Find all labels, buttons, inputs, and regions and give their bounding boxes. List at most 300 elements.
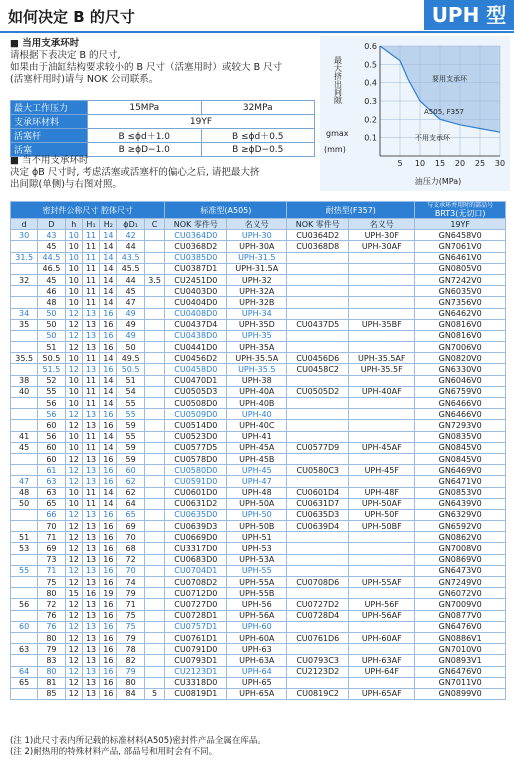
- table-cell: CU0793C3: [287, 655, 349, 666]
- table-cell: [287, 342, 349, 353]
- table-cell: [287, 565, 349, 576]
- table-cell: [11, 364, 38, 375]
- table-cell: 70: [38, 521, 65, 532]
- table-cell: [287, 398, 349, 409]
- table-cell: GN0853V0: [415, 487, 506, 498]
- table-row: [11, 521, 506, 532]
- table-cell: CU0509D0: [165, 409, 227, 420]
- table-cell: 49: [117, 330, 144, 341]
- table-cell: CU0438D0: [165, 330, 227, 341]
- table-cell: 66: [38, 509, 65, 520]
- table-cell: 12: [65, 666, 82, 677]
- table-cell: [144, 342, 165, 353]
- table-cell: CU0364D2: [287, 230, 349, 241]
- table-cell: [287, 644, 349, 655]
- table-cell: 72: [117, 554, 144, 565]
- table-cell: GN6462V0: [415, 308, 506, 319]
- table-row: [11, 644, 506, 655]
- section-text-line: (活塞杆用时)请与 NOK 公司联系。: [10, 74, 159, 85]
- table-cell: 41: [11, 431, 38, 442]
- table-cell: GN0820V0: [415, 353, 506, 364]
- table-cell: 54: [117, 386, 144, 397]
- table-cell: 49.5: [117, 353, 144, 364]
- table-cell: UPH-50BF: [349, 521, 415, 532]
- table-cell: UPH-35.5F: [349, 364, 415, 375]
- table-cell: UPH-65: [227, 677, 287, 688]
- table-row: [11, 342, 506, 353]
- table-cell: 14: [100, 263, 117, 274]
- table-cell: 12: [65, 409, 82, 420]
- table-cell: 80: [38, 632, 65, 643]
- table-cell: 85: [38, 688, 65, 699]
- table-cell: CU0728D1: [165, 610, 227, 621]
- table-row: [11, 386, 506, 397]
- table-cell: UPH-45AF: [349, 442, 415, 453]
- table-cell: 83: [38, 655, 65, 666]
- x-tick-label: 20: [454, 159, 466, 168]
- spec-label: 支承环材料: [11, 115, 88, 129]
- table-cell: 12: [65, 521, 82, 532]
- table-cell: [144, 297, 165, 308]
- table-cell: CU0669D0: [165, 532, 227, 543]
- table-row: [11, 375, 506, 386]
- table-cell: [144, 532, 165, 543]
- table-cell: 13: [82, 644, 99, 655]
- table-cell: [11, 655, 38, 666]
- table-cell: [287, 554, 349, 565]
- table-cell: UPH-30A: [227, 241, 287, 252]
- y-axis-label: 最大挤出间隙: [333, 56, 343, 104]
- table-cell: 60: [38, 453, 65, 464]
- table-cell: 14: [100, 353, 117, 364]
- table-cell: 80: [117, 677, 144, 688]
- table-cell: [287, 677, 349, 688]
- table-cell: 71: [38, 565, 65, 576]
- y-tick-label: 0.3: [364, 97, 377, 106]
- table-cell: 10: [65, 398, 82, 409]
- table-cell: CU0368D2: [165, 241, 227, 252]
- table-cell: UPH-35.5AF: [349, 353, 415, 364]
- table-cell: GN0893V1: [415, 655, 506, 666]
- table-cell: 56: [38, 398, 65, 409]
- table-cell: 12: [65, 509, 82, 520]
- y-tick-label: 0.6: [364, 42, 377, 51]
- table-cell: 55: [38, 386, 65, 397]
- table-cell: [11, 632, 38, 643]
- table-cell: GN0899V0: [415, 688, 506, 699]
- table-cell: 16: [100, 465, 117, 476]
- table-cell: [144, 286, 165, 297]
- table-cell: GN0869V0: [415, 554, 506, 565]
- table-cell: [11, 509, 38, 520]
- table-cell: 59: [117, 442, 144, 453]
- spec-row: [11, 129, 315, 143]
- table-cell: 42: [117, 230, 144, 241]
- table-cell: 12: [65, 554, 82, 565]
- table-cell: GN6469V0: [415, 465, 506, 476]
- table-cell: UPH-65A: [227, 688, 287, 699]
- column-header: ϕD₁: [117, 219, 144, 230]
- section-without-ring: [10, 155, 315, 191]
- x-tick-label: 5: [397, 159, 403, 168]
- annotation-label: A505, F357: [424, 108, 464, 116]
- table-cell: 63: [38, 476, 65, 487]
- table-cell: UPH-56: [227, 599, 287, 610]
- table-cell: UPH-60: [227, 621, 287, 632]
- table-cell: 61: [38, 465, 65, 476]
- table-cell: 65: [38, 498, 65, 509]
- table-cell: GN7356V0: [415, 297, 506, 308]
- table-cell: 13: [82, 465, 99, 476]
- table-cell: UPH-56AF: [349, 610, 415, 621]
- table-cell: [144, 308, 165, 319]
- table-cell: [144, 442, 165, 453]
- table-cell: 56: [38, 431, 65, 442]
- table-cell: UPH-31.5: [227, 252, 287, 263]
- table-cell: 55: [117, 431, 144, 442]
- table-cell: 13: [82, 330, 99, 341]
- table-cell: 30: [11, 230, 38, 241]
- table-cell: 16: [100, 632, 117, 643]
- section-text-line: 出间隙(单侧)与右图对照。: [10, 179, 122, 190]
- table-cell: CU0505D3: [165, 386, 227, 397]
- table-cell: 69: [117, 521, 144, 532]
- table-cell: 65: [11, 677, 38, 688]
- table-cell: 13: [82, 688, 99, 699]
- table-row: [11, 263, 506, 274]
- table-cell: CU2451D0: [165, 274, 227, 285]
- spec-row: [11, 115, 315, 129]
- table-cell: 14: [100, 252, 117, 263]
- table-cell: [144, 465, 165, 476]
- table-cell: [349, 342, 415, 353]
- table-cell: GN7249V0: [415, 577, 506, 588]
- table-cell: UPH-45B: [227, 453, 287, 464]
- table-cell: 35: [11, 319, 38, 330]
- table-row: [11, 409, 506, 420]
- table-cell: 16: [100, 677, 117, 688]
- table-cell: 16: [100, 599, 117, 610]
- table-cell: UPH-40: [227, 409, 287, 420]
- table-cell: 11: [82, 263, 99, 274]
- table-cell: 62: [117, 476, 144, 487]
- table-cell: 78: [117, 644, 144, 655]
- table-cell: UPH-64: [227, 666, 287, 677]
- table-cell: 43: [38, 230, 65, 241]
- table-cell: CU0635D0: [165, 509, 227, 520]
- table-cell: 12: [65, 532, 82, 543]
- table-cell: UPH-53A: [227, 554, 287, 565]
- notes: [10, 736, 266, 758]
- table-cell: 13: [82, 565, 99, 576]
- table-cell: CU0470D1: [165, 375, 227, 386]
- table-cell: CU2123D2: [287, 666, 349, 677]
- table-cell: 16: [100, 521, 117, 532]
- table-cell: [144, 565, 165, 576]
- table-cell: [144, 420, 165, 431]
- table-cell: 13: [82, 420, 99, 431]
- table-cell: 16: [100, 565, 117, 576]
- table-cell: [144, 263, 165, 274]
- table-cell: 14: [100, 297, 117, 308]
- table-cell: 10: [65, 274, 82, 285]
- table-cell: GN0835V0: [415, 431, 506, 442]
- column-header: H₂: [100, 219, 117, 230]
- table-cell: 52: [38, 375, 65, 386]
- x-tick-label: 10: [414, 159, 426, 168]
- table-cell: [349, 297, 415, 308]
- table-cell: 14: [100, 386, 117, 397]
- spec-table: [10, 100, 315, 157]
- table-row: [11, 498, 506, 509]
- table-cell: [349, 274, 415, 285]
- table-cell: 49: [117, 308, 144, 319]
- table-cell: [144, 453, 165, 464]
- table-cell: 11: [82, 252, 99, 263]
- table-cell: [144, 431, 165, 442]
- column-header: H₁: [82, 219, 99, 230]
- table-cell: [144, 498, 165, 509]
- table-cell: 55: [117, 398, 144, 409]
- table-cell: [287, 286, 349, 297]
- table-cell: 53: [11, 543, 38, 554]
- table-cell: UPH-35: [227, 330, 287, 341]
- table-cell: 68: [117, 543, 144, 554]
- table-cell: 81: [38, 677, 65, 688]
- table-cell: UPH-50AF: [349, 498, 415, 509]
- spec-value: B ≥ϕD−0.5: [201, 143, 315, 157]
- table-cell: 16: [100, 330, 117, 341]
- table-cell: 59: [117, 420, 144, 431]
- table-cell: [11, 330, 38, 341]
- table-cell: 16: [100, 420, 117, 431]
- section-heading: ■ 当用支承环时: [10, 38, 80, 49]
- table-cell: [349, 375, 415, 386]
- y-axis-symbol: gmax: [326, 129, 349, 138]
- x-tick-label: 15: [434, 159, 446, 168]
- table-cell: UPH-40A: [227, 386, 287, 397]
- table-cell: CU0437D4: [165, 319, 227, 330]
- table-cell: 84: [117, 688, 144, 699]
- table-cell: 10: [65, 230, 82, 241]
- table-cell: [144, 319, 165, 330]
- table-cell: 12: [65, 688, 82, 699]
- column-header: NOK 零件号: [165, 219, 227, 230]
- table-cell: CU0408D0: [165, 308, 227, 319]
- table-cell: 75: [38, 577, 65, 588]
- table-cell: 49: [117, 319, 144, 330]
- table-cell: [349, 588, 415, 599]
- table-cell: CU0728D4: [287, 610, 349, 621]
- table-cell: UPH-48: [227, 487, 287, 498]
- table-cell: CU0601D4: [287, 487, 349, 498]
- spec-label: 活塞: [11, 143, 88, 157]
- table-cell: UPH-34: [227, 308, 287, 319]
- table-row: [11, 241, 506, 252]
- table-cell: 16: [100, 610, 117, 621]
- table-row: [11, 230, 506, 241]
- table-cell: 45: [11, 442, 38, 453]
- table-row: [11, 353, 506, 364]
- table-cell: CU0458D0: [165, 364, 227, 375]
- table-cell: 14: [100, 498, 117, 509]
- table-cell: GN7293V0: [415, 420, 506, 431]
- table-cell: 63: [38, 487, 65, 498]
- table-cell: 71: [38, 532, 65, 543]
- table-cell: 50: [38, 319, 65, 330]
- table-cell: 11: [82, 230, 99, 241]
- table-row: [11, 588, 506, 599]
- table-cell: 75: [117, 610, 144, 621]
- table-cell: UPH-30F: [349, 230, 415, 241]
- table-cell: CU0635D3: [287, 509, 349, 520]
- table-cell: 14: [100, 375, 117, 386]
- table-cell: 14: [100, 487, 117, 498]
- table-row: [11, 453, 506, 464]
- table-cell: 47: [11, 476, 38, 487]
- table-cell: 13: [82, 655, 99, 666]
- y-tick-label: 0.4: [364, 78, 377, 88]
- table-cell: 13: [82, 532, 99, 543]
- group-header: 耐热型(F357): [287, 202, 415, 219]
- table-cell: 79: [38, 644, 65, 655]
- table-row: [11, 286, 506, 297]
- table-cell: 79: [117, 632, 144, 643]
- table-cell: [287, 431, 349, 442]
- brt-label: BRT3(无切口): [434, 209, 486, 218]
- table-cell: UPH-35A: [227, 342, 287, 353]
- table-cell: CU0387D1: [165, 263, 227, 274]
- table-cell: GN0877V0: [415, 610, 506, 621]
- table-cell: GN6476V0: [415, 621, 506, 632]
- table-cell: [144, 241, 165, 252]
- table-row: [11, 688, 506, 699]
- table-row: [11, 274, 506, 285]
- table-cell: 60: [38, 442, 65, 453]
- table-cell: 16: [100, 409, 117, 420]
- table-cell: CU0458C2: [287, 364, 349, 375]
- table-cell: 12: [65, 465, 82, 476]
- table-cell: 11: [82, 375, 99, 386]
- table-cell: [144, 577, 165, 588]
- table-cell: UPH-55B: [227, 588, 287, 599]
- table-cell: CU0577D5: [165, 442, 227, 453]
- table-cell: [349, 308, 415, 319]
- group-header: 密封件公称尺寸 腔体尺寸: [11, 202, 165, 219]
- table-cell: 16: [100, 655, 117, 666]
- table-cell: UPH-35BF: [349, 319, 415, 330]
- table-cell: UPH-48F: [349, 487, 415, 498]
- table-cell: 11: [82, 431, 99, 442]
- table-cell: CU0757D1: [165, 621, 227, 632]
- table-cell: CU0791D0: [165, 644, 227, 655]
- table-cell: 50: [38, 308, 65, 319]
- table-cell: UPH-47: [227, 476, 287, 487]
- table-cell: [287, 375, 349, 386]
- table-row: [11, 509, 506, 520]
- table-row: [11, 487, 506, 498]
- table-cell: 16: [100, 554, 117, 565]
- table-cell: UPH-45A: [227, 442, 287, 453]
- table-cell: 16: [100, 319, 117, 330]
- table-cell: [11, 409, 38, 420]
- note-line: (注 1)此尺寸表内所记载的标准材料(A505)密封件产品全属在库品。: [10, 736, 266, 746]
- table-cell: CU0403D0: [165, 286, 227, 297]
- column-header: d: [11, 219, 38, 230]
- table-cell: 50.5: [38, 353, 65, 364]
- table-cell: [144, 554, 165, 565]
- table-cell: 16: [100, 308, 117, 319]
- column-header: 19YF: [415, 219, 506, 230]
- spec-label: 活塞杆: [11, 129, 88, 143]
- table-cell: 38: [11, 375, 38, 386]
- size-table: [10, 201, 506, 700]
- table-cell: 55: [117, 409, 144, 420]
- table-cell: CU0704D1: [165, 565, 227, 576]
- table-cell: [349, 409, 415, 420]
- table-cell: CU0793D1: [165, 655, 227, 666]
- table-cell: CU0514D0: [165, 420, 227, 431]
- table-cell: 69: [38, 543, 65, 554]
- series-badge: UPH 型: [424, 0, 514, 30]
- table-cell: 40: [11, 386, 38, 397]
- table-row: [11, 297, 506, 308]
- table-cell: UPH-63: [227, 644, 287, 655]
- table-cell: 14: [100, 274, 117, 285]
- table-cell: 12: [65, 476, 82, 487]
- table-cell: 10: [65, 263, 82, 274]
- table-cell: 12: [65, 308, 82, 319]
- table-cell: CU0727D2: [287, 599, 349, 610]
- table-cell: GN6476V0: [415, 666, 506, 677]
- table-cell: [349, 286, 415, 297]
- table-cell: 16: [100, 543, 117, 554]
- table-cell: [287, 532, 349, 543]
- table-cell: 79: [117, 588, 144, 599]
- table-cell: [11, 688, 38, 699]
- table-cell: [349, 420, 415, 431]
- table-row: [11, 621, 506, 632]
- annotation-label: 要用支承环: [432, 75, 467, 83]
- table-cell: 14: [100, 230, 117, 241]
- note-line: (注 2)耐热用的特殊材料产品, 部品号和用时会有不同。: [10, 747, 218, 757]
- table-cell: [11, 521, 38, 532]
- table-cell: UPH-64F: [349, 666, 415, 677]
- table-row: [11, 543, 506, 554]
- table-cell: 13: [82, 476, 99, 487]
- group-header: 标准型(A505): [165, 202, 287, 219]
- table-cell: CU0508D0: [165, 398, 227, 409]
- table-cell: 12: [65, 543, 82, 554]
- spec-value: 32MPa: [201, 101, 315, 115]
- table-cell: GN0845V0: [415, 442, 506, 453]
- table-cell: 13: [82, 342, 99, 353]
- table-cell: UPH-56F: [349, 599, 415, 610]
- table-cell: UPH-51: [227, 532, 287, 543]
- table-cell: 14: [100, 286, 117, 297]
- table-cell: [144, 599, 165, 610]
- table-row: [11, 319, 506, 330]
- table-cell: [349, 252, 415, 263]
- table-cell: UPH-50A: [227, 498, 287, 509]
- table-cell: 59: [117, 453, 144, 464]
- table-cell: UPH-63AF: [349, 655, 415, 666]
- table-cell: [349, 543, 415, 554]
- table-cell: 60: [117, 465, 144, 476]
- table-cell: 46: [38, 286, 65, 297]
- table-cell: GN6473V0: [415, 565, 506, 576]
- table-cell: 16: [100, 688, 117, 699]
